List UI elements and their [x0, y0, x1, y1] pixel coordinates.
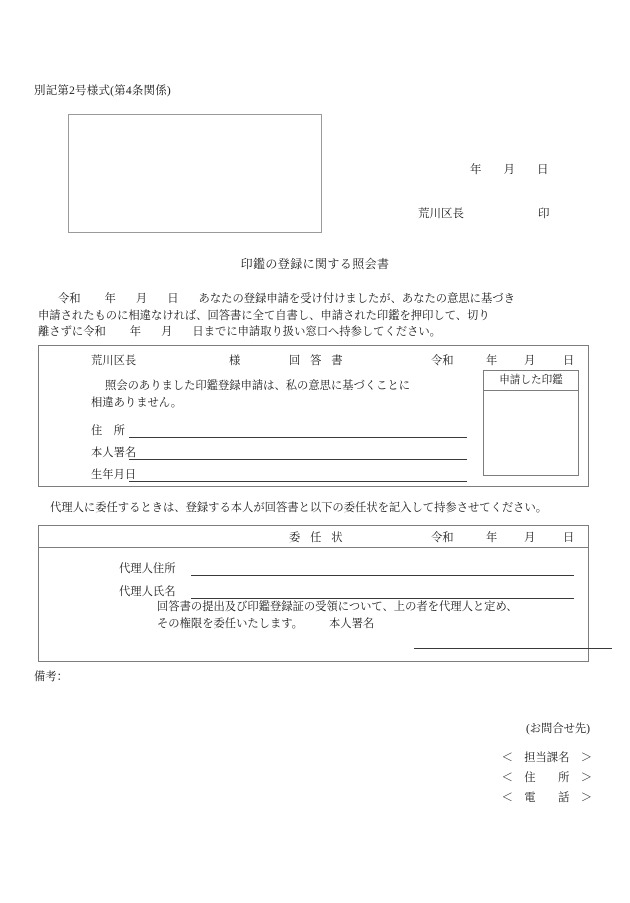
issue-date-line	[470, 161, 549, 177]
power-of-attorney-title: 委 任 状	[289, 532, 347, 544]
answer-date-day: 日	[563, 355, 575, 367]
answer-date-year: 年	[486, 355, 498, 367]
answer-form-box	[38, 345, 589, 487]
field-input-address[interactable]	[129, 437, 467, 438]
issue-date-month: 月	[503, 164, 515, 176]
body-line1-text: あなたの登録申請を受け付けましたが、あなたの意思に基づき	[198, 293, 515, 305]
issue-date-day: 日	[537, 164, 549, 176]
poa-label-proxy-address: 代理人住所	[119, 563, 176, 575]
body-month: 月	[135, 293, 148, 305]
answer-form-header	[39, 352, 590, 370]
poa-date-month: 月	[524, 532, 536, 544]
poa-signature-input[interactable]	[414, 648, 612, 649]
field-label-signature: 本人署名	[91, 447, 137, 459]
body-line3-month: 月	[161, 326, 173, 338]
poa-label-proxy-name: 代理人氏名	[119, 586, 176, 598]
issuer-line	[418, 205, 550, 221]
poa-date-era: 令和	[431, 532, 454, 544]
field-label-address: 住 所	[91, 425, 125, 437]
body-line3-suffix: 日までに申請取り扱い窓口へ持参してください。	[192, 326, 441, 338]
seal-box-label: 申請した印鑑	[484, 371, 578, 391]
power-of-attorney-box	[38, 525, 589, 662]
poa-statement	[157, 599, 518, 632]
answer-date-era: 令和	[431, 355, 454, 367]
contact-address: ＜ 住 所 ＞	[501, 772, 592, 784]
body-day: 日	[167, 293, 179, 305]
field-input-signature[interactable]	[129, 459, 467, 460]
poa-statement-line1: 回答書の提出及び印鑑登録証の受領について、上の者を代理人と定め、	[157, 601, 518, 613]
body-line2: 申請されたものに相違なければ、回答書に全て自書し、申請された印鑑を押印して、切り	[38, 309, 490, 322]
contact-department: ＜ 担当課名 ＞	[501, 752, 592, 764]
seal-stamp-box[interactable]	[483, 370, 579, 476]
answer-date-month: 月	[524, 355, 536, 367]
answer-addressee: 荒川区長	[91, 355, 137, 367]
answer-statement-line1: 照会のありました印鑑登録申請は、私の意思に基づくことに	[105, 380, 411, 392]
body-year: 年	[104, 293, 116, 305]
poa-statement-line2: その権限を委任いたします。	[157, 617, 303, 630]
poa-signature-label: 本人署名	[328, 617, 375, 630]
remarks-label: 備考：	[34, 671, 68, 683]
page-title: 印鑑の登録に関する照会書	[240, 257, 390, 271]
contact-list	[0, 748, 592, 808]
issuer-seal-mark: 印	[538, 208, 550, 220]
power-of-attorney-header	[39, 526, 588, 548]
answer-statement	[91, 378, 471, 411]
contact-section-label: (お問合せ先)	[525, 723, 590, 735]
body-era: 令和	[58, 293, 81, 305]
field-input-birthdate[interactable]	[129, 481, 467, 482]
answer-honorific: 様	[229, 355, 241, 367]
address-window-box	[68, 114, 322, 233]
proxy-instruction-note: 代理人に委任するときは、登録する本人が回答書と以下の委任状を記入して持参させてください。	[50, 502, 548, 514]
form-code: 別記第2号様式(第4条関係)	[34, 85, 171, 97]
poa-input-proxy-address[interactable]	[191, 575, 574, 576]
field-label-birthdate: 生年月日	[91, 469, 137, 481]
body-paragraph	[38, 291, 590, 341]
poa-date-day: 日	[563, 532, 575, 544]
body-line3-prefix: 離さずに令和	[38, 326, 106, 338]
body-line3-year: 年	[129, 326, 142, 338]
poa-date-year: 年	[486, 532, 498, 544]
answer-statement-line2: 相違ありません。	[91, 396, 183, 409]
contact-phone: ＜ 電 話 ＞	[501, 792, 592, 804]
issuer-name: 荒川区長	[418, 208, 464, 220]
poa-row-proxy-address	[39, 556, 588, 579]
issue-date-year: 年	[470, 164, 482, 176]
answer-form-title: 回 答 書	[289, 355, 347, 367]
